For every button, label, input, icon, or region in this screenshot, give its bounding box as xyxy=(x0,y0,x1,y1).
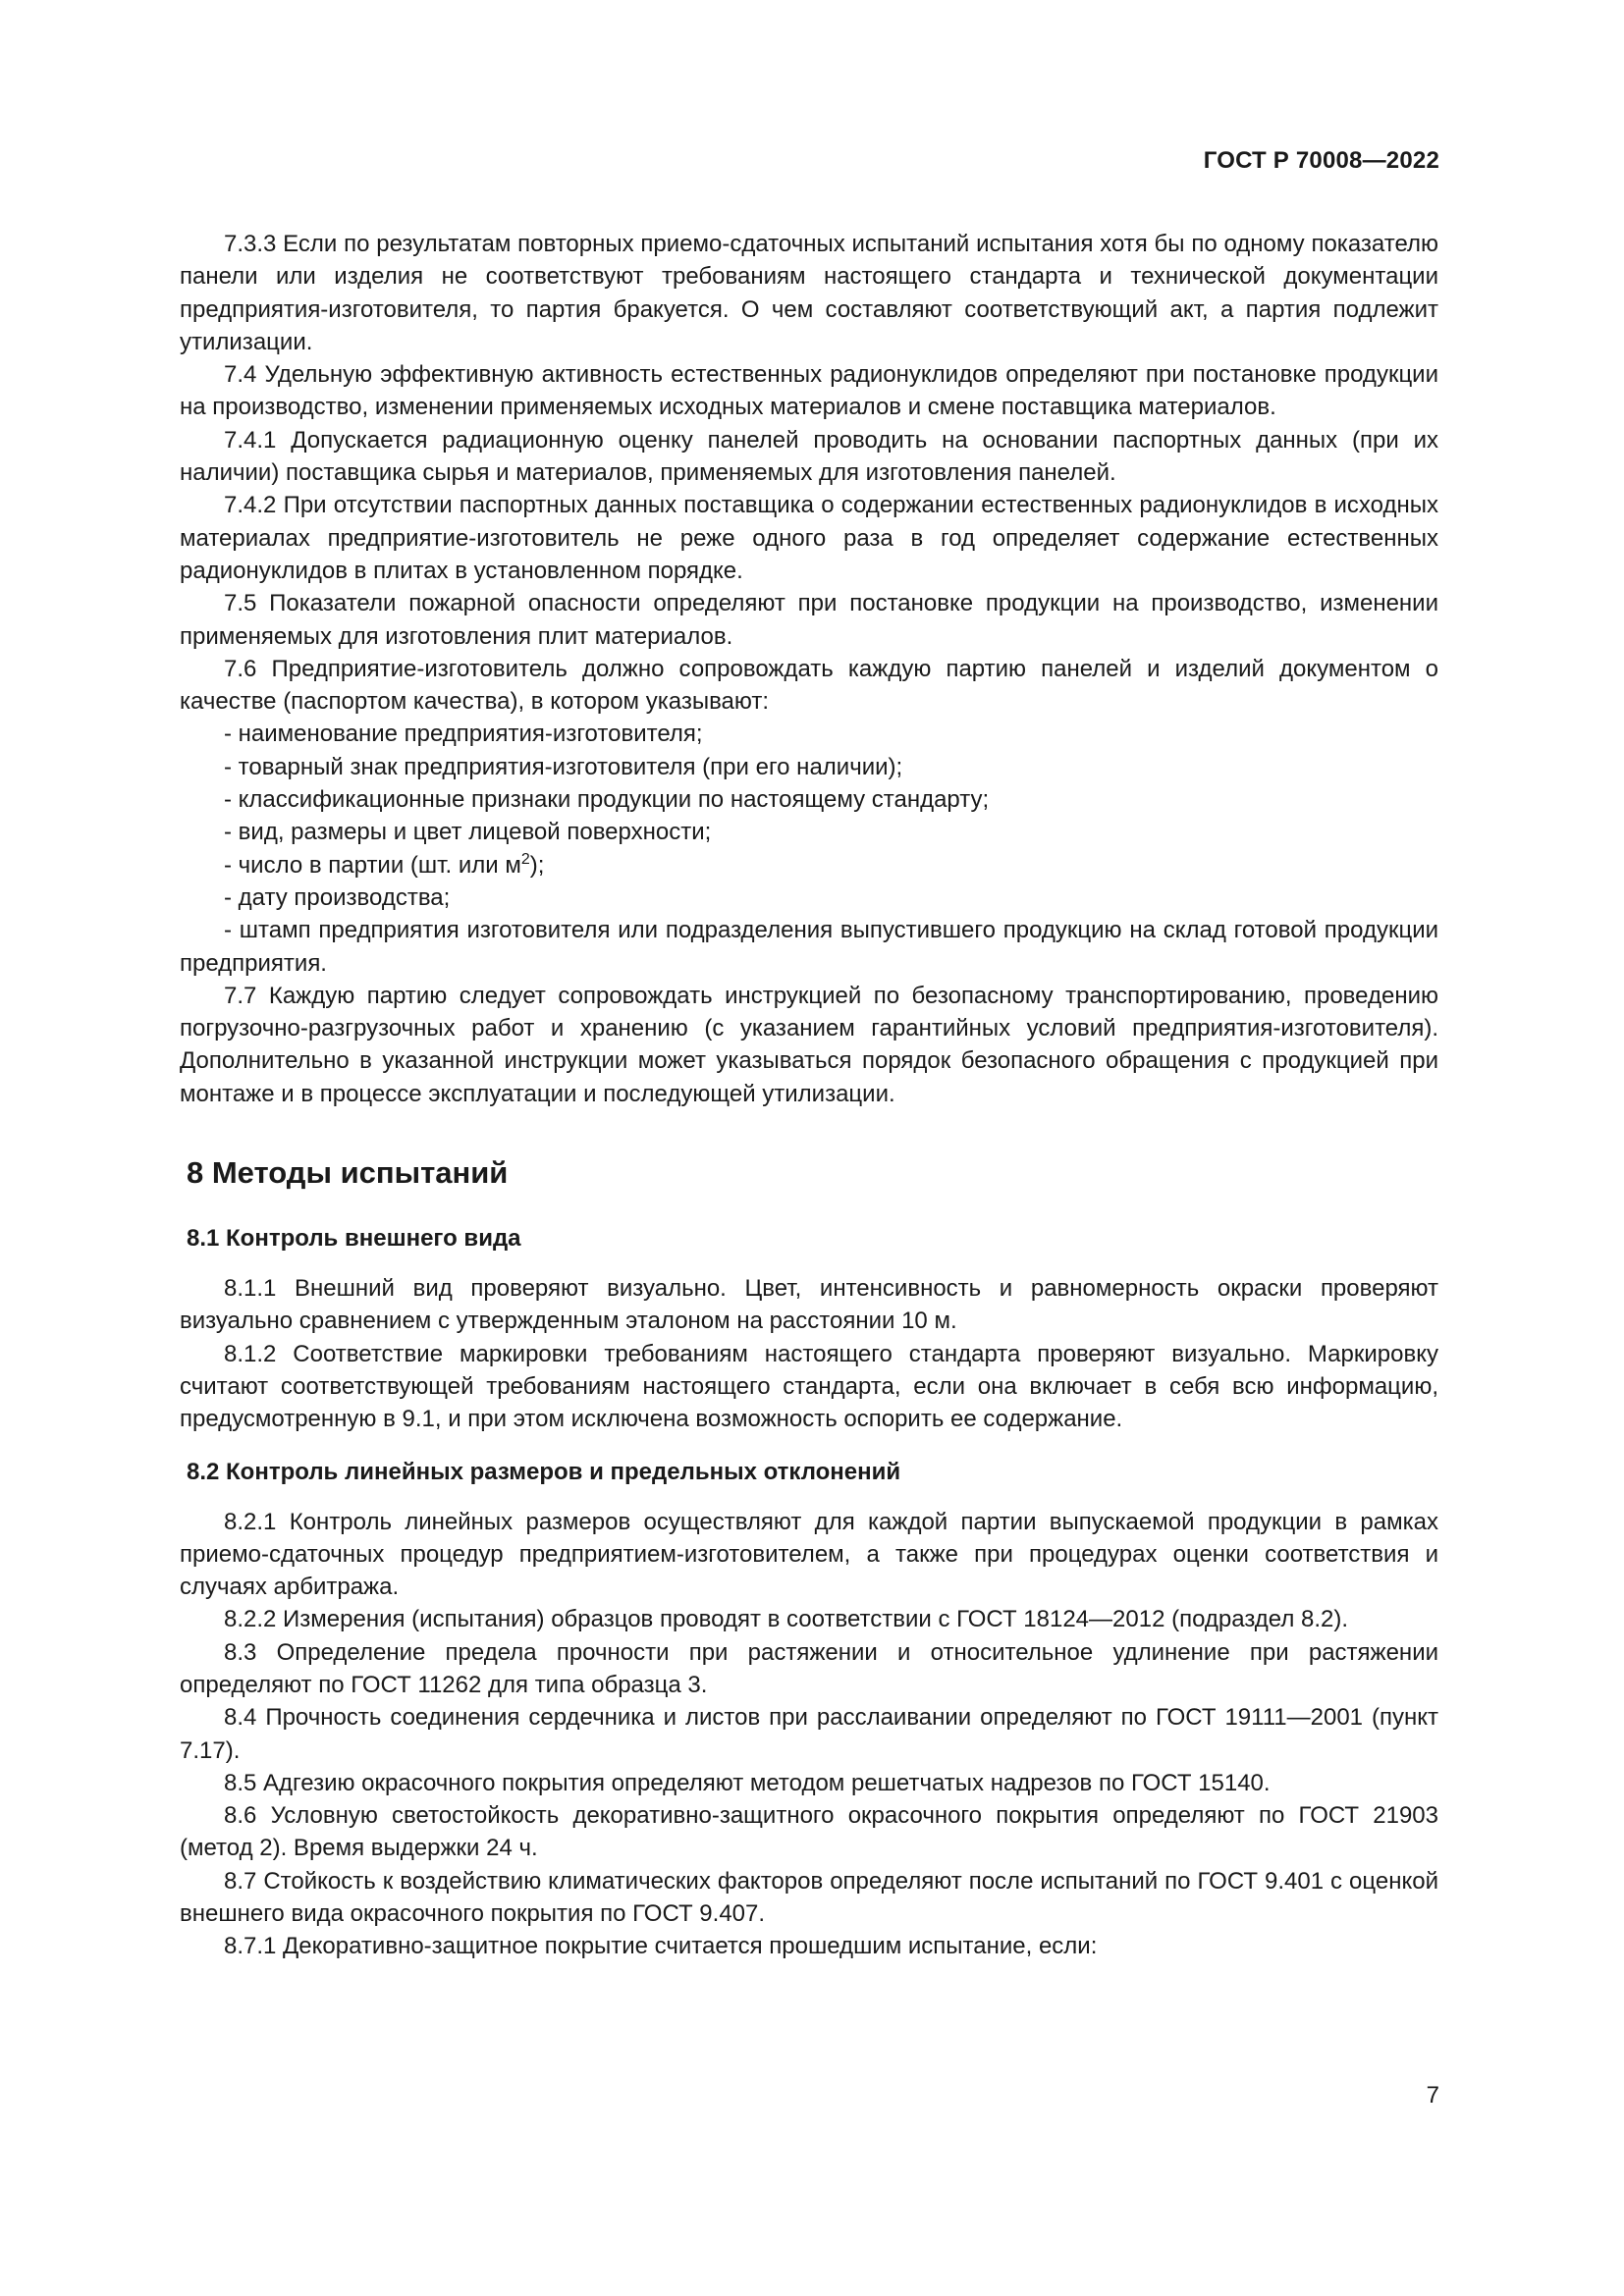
list-item: - товарный знак предприятия-изготовителя (при его наличии); xyxy=(224,753,903,780)
paragraph-7-7: 7.7 Каждую партию следует сопровождать инструкцией по безопасному транспортированию, проведению погрузочно-разгрузочных работ и хранению (с указанием гарантийных условий предприятия-изготовителя). Дополнительно в указанной инструкции может указываться порядок безопасного обращения с продукцией при монтаже и в процессе эксплуатации и последующей утилизации. xyxy=(180,982,1438,1107)
list-item-text: - число в партии (шт. или м xyxy=(224,851,521,879)
paragraph-8-1-1: 8.1.1 Внешний вид проверяют визуально. Цвет, интенсивность и равномерность окраски проверяют визуально сравнением с утвержденным эталоном на расстоянии 10 м. xyxy=(180,1275,1438,1335)
paragraph-7-6: 7.6 Предприятие-изготовитель должно сопровождать каждую партию панелей и изделий документом о качестве (паспортом качества), в котором указывают: xyxy=(180,655,1438,716)
paragraph-7-4-1: 7.4.1 Допускается радиационную оценку панелей проводить на основании паспортных данных (при их наличии) поставщика сырья и материалов, применяемых для изготовления панелей. xyxy=(180,426,1438,487)
paragraph-8-7: 8.7 Стойкость к воздействию климатических факторов определяют после испытаний по ГОСТ 9.401 с оценкой внешнего вида окрасочного покрытия по ГОСТ 9.407. xyxy=(180,1867,1438,1928)
subsection-heading-8-2: 8.2 Контроль линейных размеров и предельных отклонений xyxy=(187,1458,901,1485)
list-item: - вид, размеры и цвет лицевой поверхности; xyxy=(224,819,712,846)
paragraph-8-2-1: 8.2.1 Контроль линейных размеров осуществляют для каждой партии выпускаемой продукции в рамках приемо-сдаточных процедур предприятием-изготовителем, а также при процедурах оценки соответствия и случаях арбитража. xyxy=(180,1508,1438,1601)
superscript: 2 xyxy=(520,850,530,868)
document-header-code: ГОСТ Р 70008—2022 xyxy=(1203,147,1439,174)
paragraph-7-4: 7.4 Удельную эффективную активность естественных радионуклидов определяют при постановке продукции на производство, изменении применяемых исходных материалов и смене поставщика материалов. xyxy=(180,361,1438,421)
section-heading-8: 8 Методы испытаний xyxy=(187,1155,509,1191)
document-body xyxy=(180,228,1438,1963)
paragraph-8-4: 8.4 Прочность соединения сердечника и листов при расслаивании определяют по ГОСТ 19111—2001 (пункт 7.17). xyxy=(180,1704,1438,1764)
paragraph-8-3: 8.3 Определение предела прочности при растяжении и относительное удлинение при растяжении определяют по ГОСТ 11262 для типа образца 3. xyxy=(180,1638,1438,1698)
paragraph-8-7-1: 8.7.1 Декоративно-защитное покрытие считается прошедшим испытание, если: xyxy=(224,1933,1098,1960)
list-item: - наименование предприятия-изготовителя; xyxy=(224,721,703,748)
page-number: 7 xyxy=(1426,2082,1439,2109)
subsection-heading-8-1: 8.1 Контроль внешнего вида xyxy=(187,1225,521,1253)
paragraph-8-2-2: 8.2.2 Измерения (испытания) образцов проводят в соответствии с ГОСТ 18124—2012 (подраздел 8.2). xyxy=(224,1606,1349,1633)
list-item: - дату производства; xyxy=(224,883,451,911)
paragraph-8-5: 8.5 Адгезию окрасочного покрытия определяют методом решетчатых надрезов по ГОСТ 15140. xyxy=(224,1769,1271,1796)
paragraph-7-4-2: 7.4.2 При отсутствии паспортных данных поставщика о содержании естественных радионуклидов в исходных материалах предприятие-изготовитель не реже одного раза в год определяет содержание естественных радионуклидов в плитах в установленном порядке. xyxy=(180,492,1438,584)
paragraph-7-5: 7.5 Показатели пожарной опасности определяют при постановке продукции на производство, изменении применяемых для изготовления плит материалов. xyxy=(180,590,1438,650)
paragraph-7-3-3: 7.3.3 Если по результатам повторных приемо-сдаточных испытаний испытания хотя бы по одному показателю панели или изделия не соответствуют требованиям настоящего стандарта и технической документации предприятия-изготовителя, то партия бракуется. О чем составляют соответствующий акт, а партия подлежит утилизации. xyxy=(180,231,1438,355)
list-item-quantity xyxy=(180,849,1438,881)
list-item: - штамп предприятия изготовителя или подразделения выпустившего продукцию на склад готовой продукции предприятия. xyxy=(180,917,1438,977)
paragraph-8-1-2: 8.1.2 Соответствие маркировки требованиям настоящего стандарта проверяют визуально. Маркировку считают соответствующей требованиям настоящего стандарта, если она включает в себя всю информацию, предусмотренную в 9.1, и при этом исключена возможность оспорить ее содержание. xyxy=(180,1340,1438,1433)
paragraph-8-6: 8.6 Условную светостойкость декоративно-защитного окрасочного покрытия определяют по ГОСТ 21903 (метод 2). Время выдержки 24 ч. xyxy=(180,1802,1438,1862)
list-item-tail: ); xyxy=(529,851,545,879)
list-item: - классификационные признаки продукции по настоящему стандарту; xyxy=(224,786,990,814)
